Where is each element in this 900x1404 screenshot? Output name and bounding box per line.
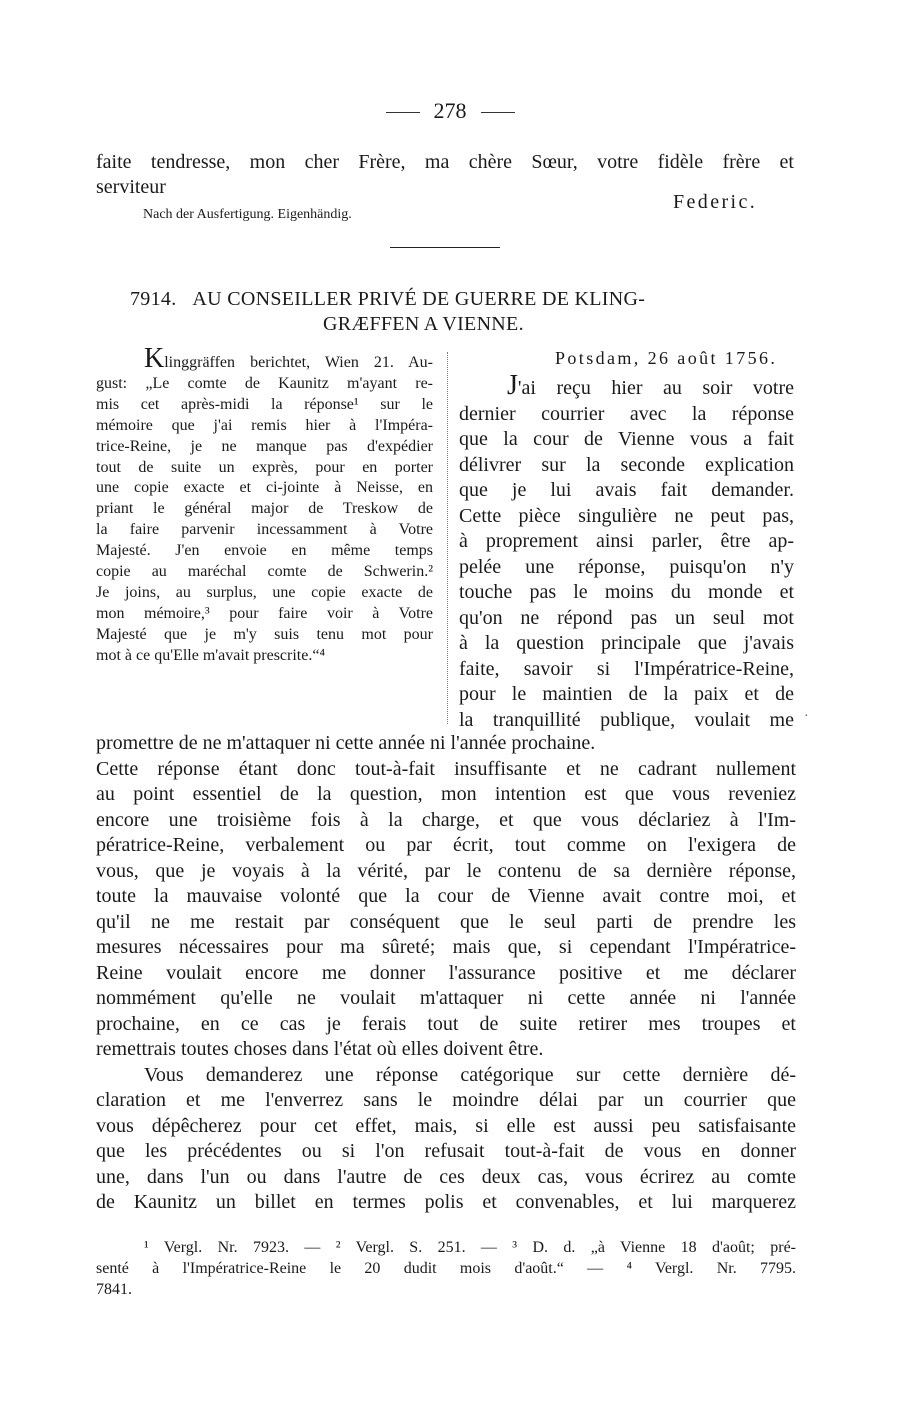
line-text: Cette réponse étant donc tout-à-fait insuffisante et ne cadrant nullement [96,757,796,780]
body-line [459,453,794,479]
line-text: mis cet après-midi la réponse¹ sur le [96,395,433,413]
summary-column [96,345,433,667]
body-line [459,606,794,632]
line-text: délivrer sur la seconde explication [459,453,794,476]
line-text: pelée une réponse, puisqu'on n'y [459,555,794,578]
summary-line [96,395,433,416]
body-line [459,555,794,581]
summary-line [96,625,433,646]
body-line [459,504,794,530]
summary-line [96,374,433,395]
line-text: 7841. [96,1280,132,1298]
main-body [96,731,796,1216]
summary-line [96,478,433,499]
footnote-line [96,1280,796,1301]
line-text: Reine voulait encore me donner l'assurance positive et me déclarer [96,961,796,984]
body-line [96,1165,796,1191]
dateline: Potsdam, 26 août 1756. [555,348,778,368]
body-line [96,910,796,936]
line-text: vous dépêcherez pour cet effet, mais, si elle est aussi peu satisfaisante [96,1114,796,1137]
line-text: Vous demanderez une réponse catégorique sur cette dernière dé- [144,1063,796,1086]
line-text: tout de suite un exprès, pour en porter [96,458,433,476]
line-text: trice-Reine, je ne manque pas d'expédier [96,437,433,455]
line-text: remettrais toutes choses dans l'état où elles doivent être. [96,1038,544,1060]
line-text: la faire parvenir incessamment à Votre [96,521,433,539]
body-line [459,427,794,453]
line-text: que les précédentes ou si l'on refusait tout-à-fait de vous en donner [96,1140,796,1162]
line-text: priant le général major de Treskow de [96,500,433,518]
footnote-line [96,1259,796,1280]
margin-dot: · [804,709,809,724]
drop-cap: J [507,370,518,401]
summary-line [96,458,433,479]
right-column [459,372,794,733]
summary-line [96,499,433,520]
line-text: Je joins, au surplus, une copie exacte de [96,583,433,601]
line-text: Majesté que je m'y suis tenu mot pour [96,625,433,643]
footnote-line [96,1238,796,1259]
letter-title-2: GRÆFFEN A VIENNE. [323,313,524,335]
body-line [96,935,796,961]
body-line [96,884,796,910]
page-header [0,98,900,124]
body-line [96,1139,796,1165]
line-text: ¹ Vergl. Nr. 7923. — ² Vergl. S. 251. — ³ D. d. „à Vienne 18 d'août; pré- [144,1239,796,1256]
line-text: la tranquillité publique, voulait me [459,708,794,731]
header-dash-right [481,112,515,113]
line-text: que la cour de Vienne vous a fait [459,428,794,450]
letter-heading-line-1 [130,287,645,313]
line-text: gust: „Le comte de Kaunitz m'ayant re- [96,374,433,392]
line-text: que je lui avais fait demander. [459,479,794,501]
summary-line [96,345,433,374]
line-text: promettre de ne m'attaquer ni cette année ni l'année prochaine. [96,732,596,754]
body-line [96,782,796,808]
footnotes [96,1238,796,1301]
body-line [96,808,796,834]
line-text: à la question principale que j'avais [459,632,794,654]
line-text: vous, que je voyais à la vérité, par le contenu de sa dernière réponse, [96,859,796,882]
line-text: qu'on ne répond pas un seul mot [459,606,794,629]
body-line [459,402,794,428]
line-text: mémoire que j'ai remis hier à l'Impéra- [96,416,433,434]
page-number: 278 [433,98,467,123]
body-line [96,833,796,859]
closing-line-1: faite tendresse, mon cher Frère, ma chère Sœur, votre fidèle frère et [96,151,794,173]
body-line [96,757,796,783]
line-text: pour le maintien de la paix et de [459,683,794,705]
line-text: prochaine, en ce cas je ferais tout de suite retirer mes troupes et [96,1012,796,1035]
line-text: Cette pièce singulière ne peut pas, [459,504,794,527]
line-text: pératrice-Reine, verbalement ou par écrit, tout comme on l'exigera de [96,834,796,856]
line-text: claration et me l'enverrez sans le moindre délai par un courrier que [96,1089,796,1111]
line-text: à proprement ainsi parler, être ap- [459,530,794,552]
body-line [96,1012,796,1038]
letter-title-1: AU CONSEILLER PRIVÉ DE GUERRE DE KLING- [192,288,646,310]
line-text: une copie exacte et ci-jointe à Neisse, en [96,479,433,497]
line-text: copie au maréchal comte de Schwerin.² [96,563,433,581]
body-line [96,986,796,1012]
line-text: mot à ce qu'Elle m'avait prescrite.“⁴ [96,646,326,664]
body-line [96,1190,796,1216]
letter-number: 7914. [130,288,177,310]
body-line [459,657,794,683]
line-text: dernier courrier avec la réponse [459,402,794,425]
line-text: nommément qu'elle ne voulait m'attaquer ni cette année ni l'année [96,987,796,1009]
body-line [96,859,796,885]
body-line [459,372,794,402]
line-text: au point essentiel de la question, mon intention est que vous reveniez [96,783,796,805]
body-line [459,708,794,734]
line-text: encore une troisième fois à la charge, et que vous déclariez à l'Im- [96,808,796,831]
line-text: une, dans l'un ou dans l'autre de ces deux cas, vous écrirez au comte [96,1165,796,1188]
body-line [459,631,794,657]
line-text: mesures nécessaires pour ma sûreté; mais que, si cependant l'Impératrice- [96,936,796,958]
closing-line-2: serviteur [96,176,166,198]
body-line [96,961,796,987]
line-text: Majesté. J'en envoie en même temps [96,542,433,560]
summary-line [96,646,433,667]
line-text: 'ai reçu hier au soir votre [517,377,794,399]
line-text: mon mémoire,³ pour faire voir à Votre [96,604,433,622]
header-dash-left [386,112,420,113]
section-separator [390,247,500,248]
summary-line [96,437,433,458]
line-text: senté à l'Impératrice-Reine le 20 dudit mois d'août.“ — ⁴ Vergl. Nr. 7795. [96,1259,796,1277]
signature: Federic. [673,191,758,213]
body-line [459,529,794,555]
body-line [459,478,794,504]
line-text: linggräffen berichtet, Wien 21. Au- [164,354,433,371]
column-divider [447,352,448,724]
line-text: touche pas le moins du monde et [459,581,794,603]
drop-cap: K [144,343,165,374]
body-line [96,1063,796,1089]
summary-line [96,604,433,625]
line-text: toute la mauvaise volonté que la cour de Vienne avait contre moi, et [96,885,796,907]
summary-line [96,416,433,437]
body-line [96,1037,796,1063]
body-line [96,731,796,757]
summary-line [96,583,433,604]
body-line [459,682,794,708]
body-line [459,580,794,606]
body-line [96,1088,796,1114]
line-text: qu'il ne me restait par conséquent que le seul parti de prendre les [96,910,796,933]
summary-line [96,562,433,583]
line-text: faite, savoir si l'Impératrice-Reine, [459,657,794,680]
summary-line [96,520,433,541]
body-line [96,1114,796,1140]
summary-line [96,541,433,562]
source-note: Nach der Ausfertigung. Eigenhändig. [143,207,352,222]
line-text: de Kaunitz un billet en termes polis et convenables, et lui marquerez [96,1191,796,1213]
